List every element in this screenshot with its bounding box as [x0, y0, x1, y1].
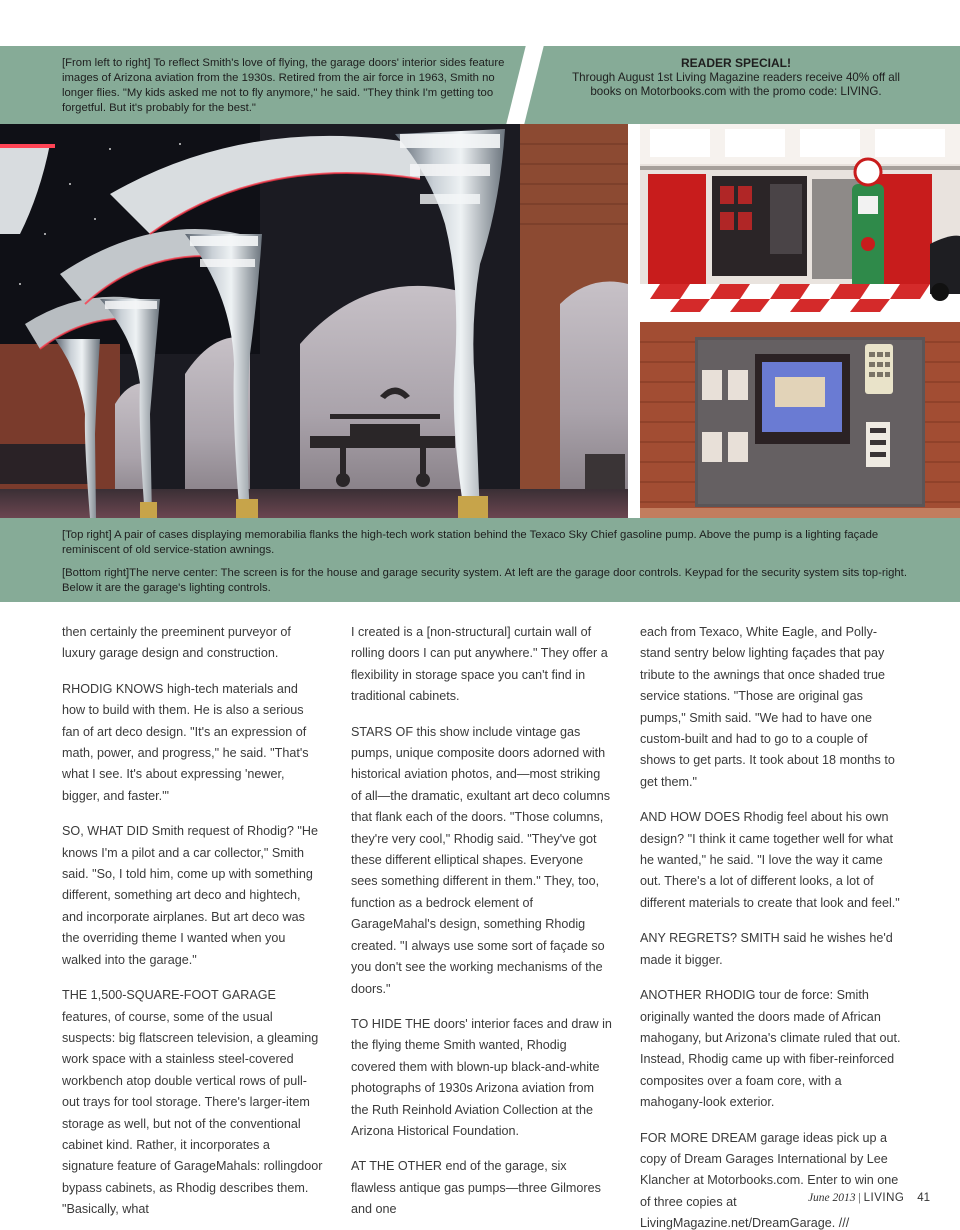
- article-paragraph: THE 1,500-SQUARE-FOOT GARAGE features, of course, some of the usual suspects: big flatscreen television, a gleaming work space with a stainless steel-covered workbench atop double vertical rows of pull-out trays for tool storage. There's larger-item storage as well, but not of the conventional cabinet kind. Rather, it incorporates a signature feature of GarageMahals: rollingdoor bypass cabinets, as Rhodig describes them. "Basically, what: [62, 988, 323, 1217]
- article-paragraph: AT THE OTHER end of the garage, six flawless antique gas pumps—three Gilmores and one: [351, 1159, 601, 1217]
- reader-special-title: READER SPECIAL!: [680, 56, 791, 70]
- article-paragraph: SO, WHAT DID Smith request of Rhodig? "He knows I'm a pilot and a car collector," Smith said. "So, I told him, come up with something different, something art deco and hightech, and incorporate airplanes. But art deco was the overriding theme I wanted when you walked into the garage.": [62, 824, 318, 967]
- reader-special-box: [558, 56, 914, 100]
- article-paragraph: each from Texaco, White Eagle, and Polly-stand sentry below lighting façades that pay tribute to the awnings that once shaded true service stations. "Those are original gas pumps," Smith said. "We had to have one custom-built and had to go to a couple of shows to get parts. It took about 18 months to get them.": [640, 625, 895, 789]
- reader-special-text: Through August 1st Living Magazine readers receive 40% off all books on Motorbooks.com with the promo code: LIVING.: [572, 70, 900, 98]
- photo-caption-top-right: [Top right] A pair of cases displaying memorabilia flanks the high-tech work station behind the Texaco Sky Chief gasoline pump. Above the pump is a lighting façade reminiscent of old service-station awnings.: [62, 529, 879, 556]
- article-paragraph: FOR MORE DREAM garage ideas pick up a copy of Dream Garages International by Lee Klancher at Motorbooks.com. Enter to win one of three copies at LivingMagazine.net/DreamGarage. ///: [640, 1130, 899, 1230]
- security-panel-photo: [640, 322, 960, 518]
- article-paragraph: AND HOW DOES Rhodig feel about his own design? "I think it came together well for what he wanted," he said. "I love the way it came out. There's a lot of different looks, a lot of different materials to create that look and feel.": [640, 810, 900, 910]
- page-footer: [808, 1192, 930, 1204]
- photo-caption-bottom-right: [Bottom right]The nerve center: The screen is for the house and garage security system. At left are the garage door controls. Keypad for the security system sits top-right. Below it are the garage's lighting controls.: [62, 567, 907, 594]
- article-paragraph: RHODIG KNOWS high-tech materials and how to build with them. He is also a serious fan of art deco design. "It's an expression of math, power, and progress," he said. "That's what I see. It's about expressing 'newer, bigger, and faster.'": [62, 681, 309, 803]
- footer-separator: |: [858, 1192, 861, 1204]
- article-column-1: [62, 622, 324, 1230]
- article-paragraph: STARS OF this show include vintage gas pumps, unique composite doors adorned with historical aviation photos, and—most striking of all—the dramatic, exultant art deco columns that flank each of the doors. "Those columns, they're very cool," Rhodig said. "They've got these different elliptical shapes. Everyone sees something different in them." They, too, function as a bedrock element of GarageMahal's design, something Rhodig created. "I always use some sort of façade so you don't see the working mechanisms of the doors.": [351, 724, 610, 996]
- article-paragraph: ANY REGRETS? SMITH said he wishes he'd made it bigger.: [640, 931, 893, 967]
- article-paragraph: then certainly the preeminent purveyor of luxury garage design and construction.: [62, 625, 291, 661]
- texaco-pump-photo: [640, 124, 960, 312]
- garage-columns-photo: [0, 124, 628, 518]
- photo-caption-left: [From left to right] To reflect Smith's love of flying, the garage doors' interior sides feature images of Arizona aviation from the 1930s. Retired from the air force in 1963, Smith no longer flies. "My kids asked me not to fly anymore," he said. "They think I'm getting too forgetful. But it's probably for the best.": [62, 57, 505, 114]
- article-paragraph: TO HIDE THE doors' interior faces and draw in the flying theme Smith wanted, Rhodig covered them with blown-up black-and-white photographs of 1930s Arizona aviation from the Ruth Reinhold Aviation Collection at the Arizona Historical Foundation.: [351, 1016, 612, 1138]
- publication-name: LIVING: [863, 1192, 905, 1204]
- article-column-2: [351, 622, 613, 1230]
- page-number: 41: [917, 1192, 930, 1204]
- article-column-3: [640, 622, 902, 1230]
- article-paragraph: I created is a [non-structural] curtain wall of rolling doors I can put anywhere." They offer a flexibility in storage space you can't find in traditional cabinets.: [351, 625, 608, 704]
- article-paragraph: ANOTHER RHODIG tour de force: Smith originally wanted the doors made of African mahogany, but Arizona's climate ruled that out. Instead, Rhodig came up with fiber-reinforced composites over a foam core, with a mahogany-look exterior.: [640, 988, 901, 1110]
- issue-date: June 2013: [807, 1192, 856, 1204]
